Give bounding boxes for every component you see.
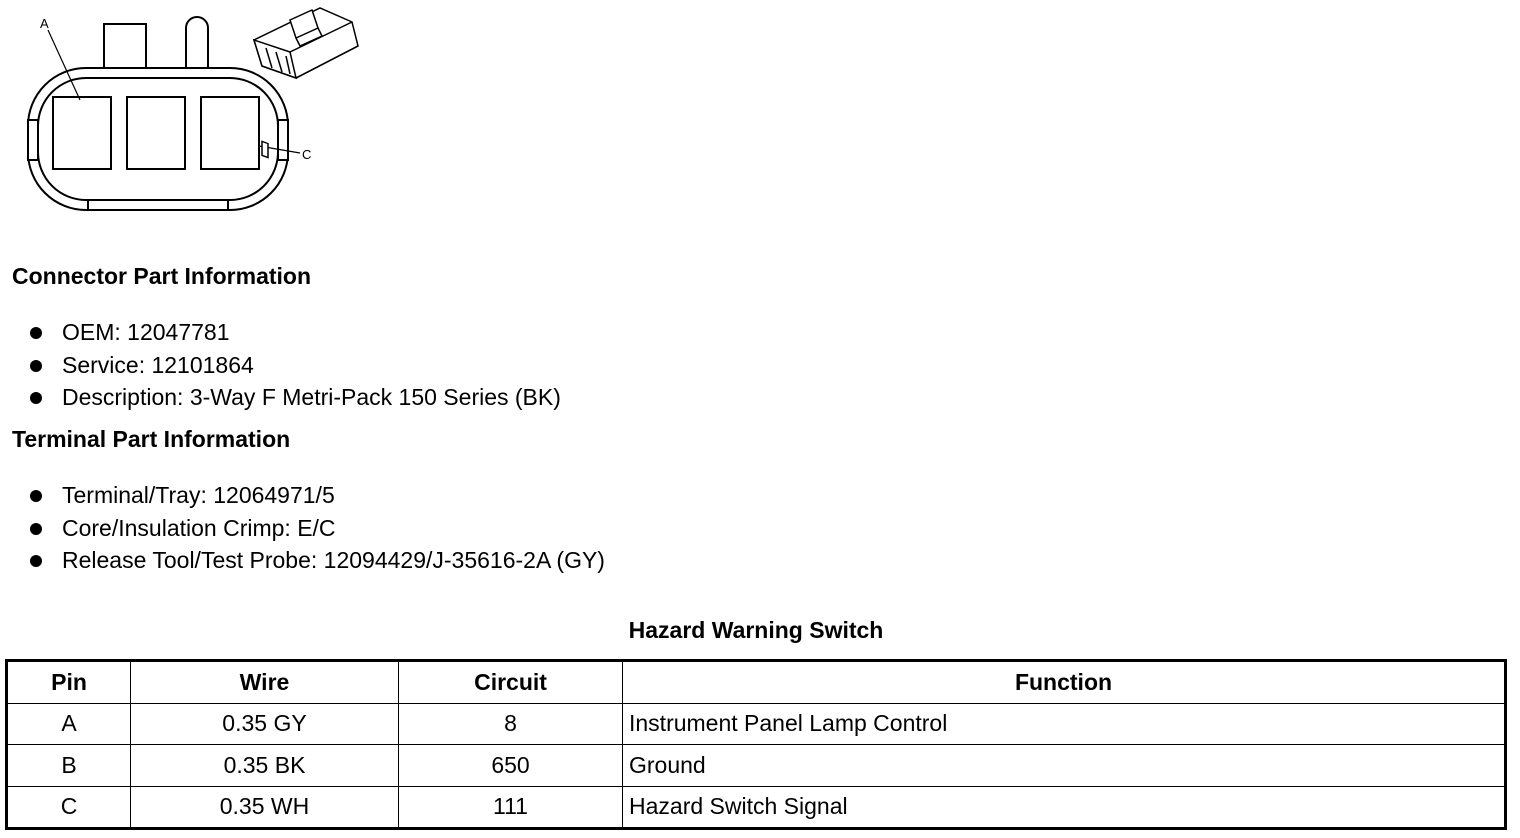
cell-circuit: 650 bbox=[399, 745, 623, 787]
cell-pin: B bbox=[7, 745, 131, 787]
connector-outer-shell bbox=[28, 68, 288, 210]
list-item bbox=[26, 349, 561, 382]
cell-wire: 0.35 BK bbox=[131, 745, 399, 787]
list-item bbox=[26, 544, 605, 577]
column-header-function: Function bbox=[623, 661, 1506, 704]
connector-diagram bbox=[0, 0, 380, 220]
list-item-text: Core/Insulation Crimp: E/C bbox=[62, 514, 336, 541]
cell-wire: 0.35 GY bbox=[131, 703, 399, 745]
table-row bbox=[7, 786, 1506, 829]
cell-circuit: 8 bbox=[399, 703, 623, 745]
list-item bbox=[26, 479, 605, 512]
pinout-table bbox=[5, 659, 1507, 830]
bullet-icon bbox=[30, 360, 42, 372]
bullet-icon bbox=[30, 392, 42, 404]
list-item bbox=[26, 381, 561, 414]
list-item-text: OEM: 12047781 bbox=[62, 319, 230, 345]
list-item-text: Service: 12101864 bbox=[62, 351, 254, 378]
connector-info-heading: Connector Part Information bbox=[12, 263, 312, 289]
bullet-icon bbox=[30, 523, 42, 535]
list-item-text: Terminal/Tray: 12064971/5 bbox=[62, 482, 335, 508]
column-header-wire: Wire bbox=[131, 661, 399, 704]
connector-key-tab bbox=[104, 24, 146, 70]
list-item bbox=[26, 316, 561, 349]
bullet-icon bbox=[30, 490, 42, 502]
cell-wire: 0.35 WH bbox=[131, 786, 399, 829]
cell-function: Hazard Switch Signal bbox=[623, 786, 1506, 829]
cell-pin: A bbox=[7, 703, 131, 745]
column-header-pin: Pin bbox=[7, 661, 131, 704]
table-row bbox=[7, 703, 1506, 745]
cell-circuit: 111 bbox=[399, 786, 623, 829]
bullet-icon bbox=[30, 555, 42, 567]
list-item-text: Release Tool/Test Probe: 12094429/J-35616-2A (GY) bbox=[62, 547, 605, 574]
cell-function: Ground bbox=[623, 745, 1506, 787]
list-item-text: Description: 3-Way F Metri-Pack 150 Series (BK) bbox=[62, 384, 561, 411]
connector-info-list bbox=[26, 316, 561, 414]
pin-label-c: C bbox=[302, 147, 312, 162]
column-header-circuit: Circuit bbox=[399, 661, 623, 704]
pin-label-a: A bbox=[40, 16, 49, 31]
bullet-icon bbox=[30, 327, 42, 339]
cell-function: Instrument Panel Lamp Control bbox=[623, 703, 1506, 745]
table-header-row bbox=[7, 661, 1506, 704]
table-row bbox=[7, 745, 1506, 787]
terminal-info-list bbox=[26, 479, 605, 577]
terminal-info-heading: Terminal Part Information bbox=[12, 426, 291, 452]
cell-pin: C bbox=[7, 786, 131, 829]
list-item bbox=[26, 512, 605, 545]
table-title: Hazard Warning Switch bbox=[628, 617, 884, 643]
